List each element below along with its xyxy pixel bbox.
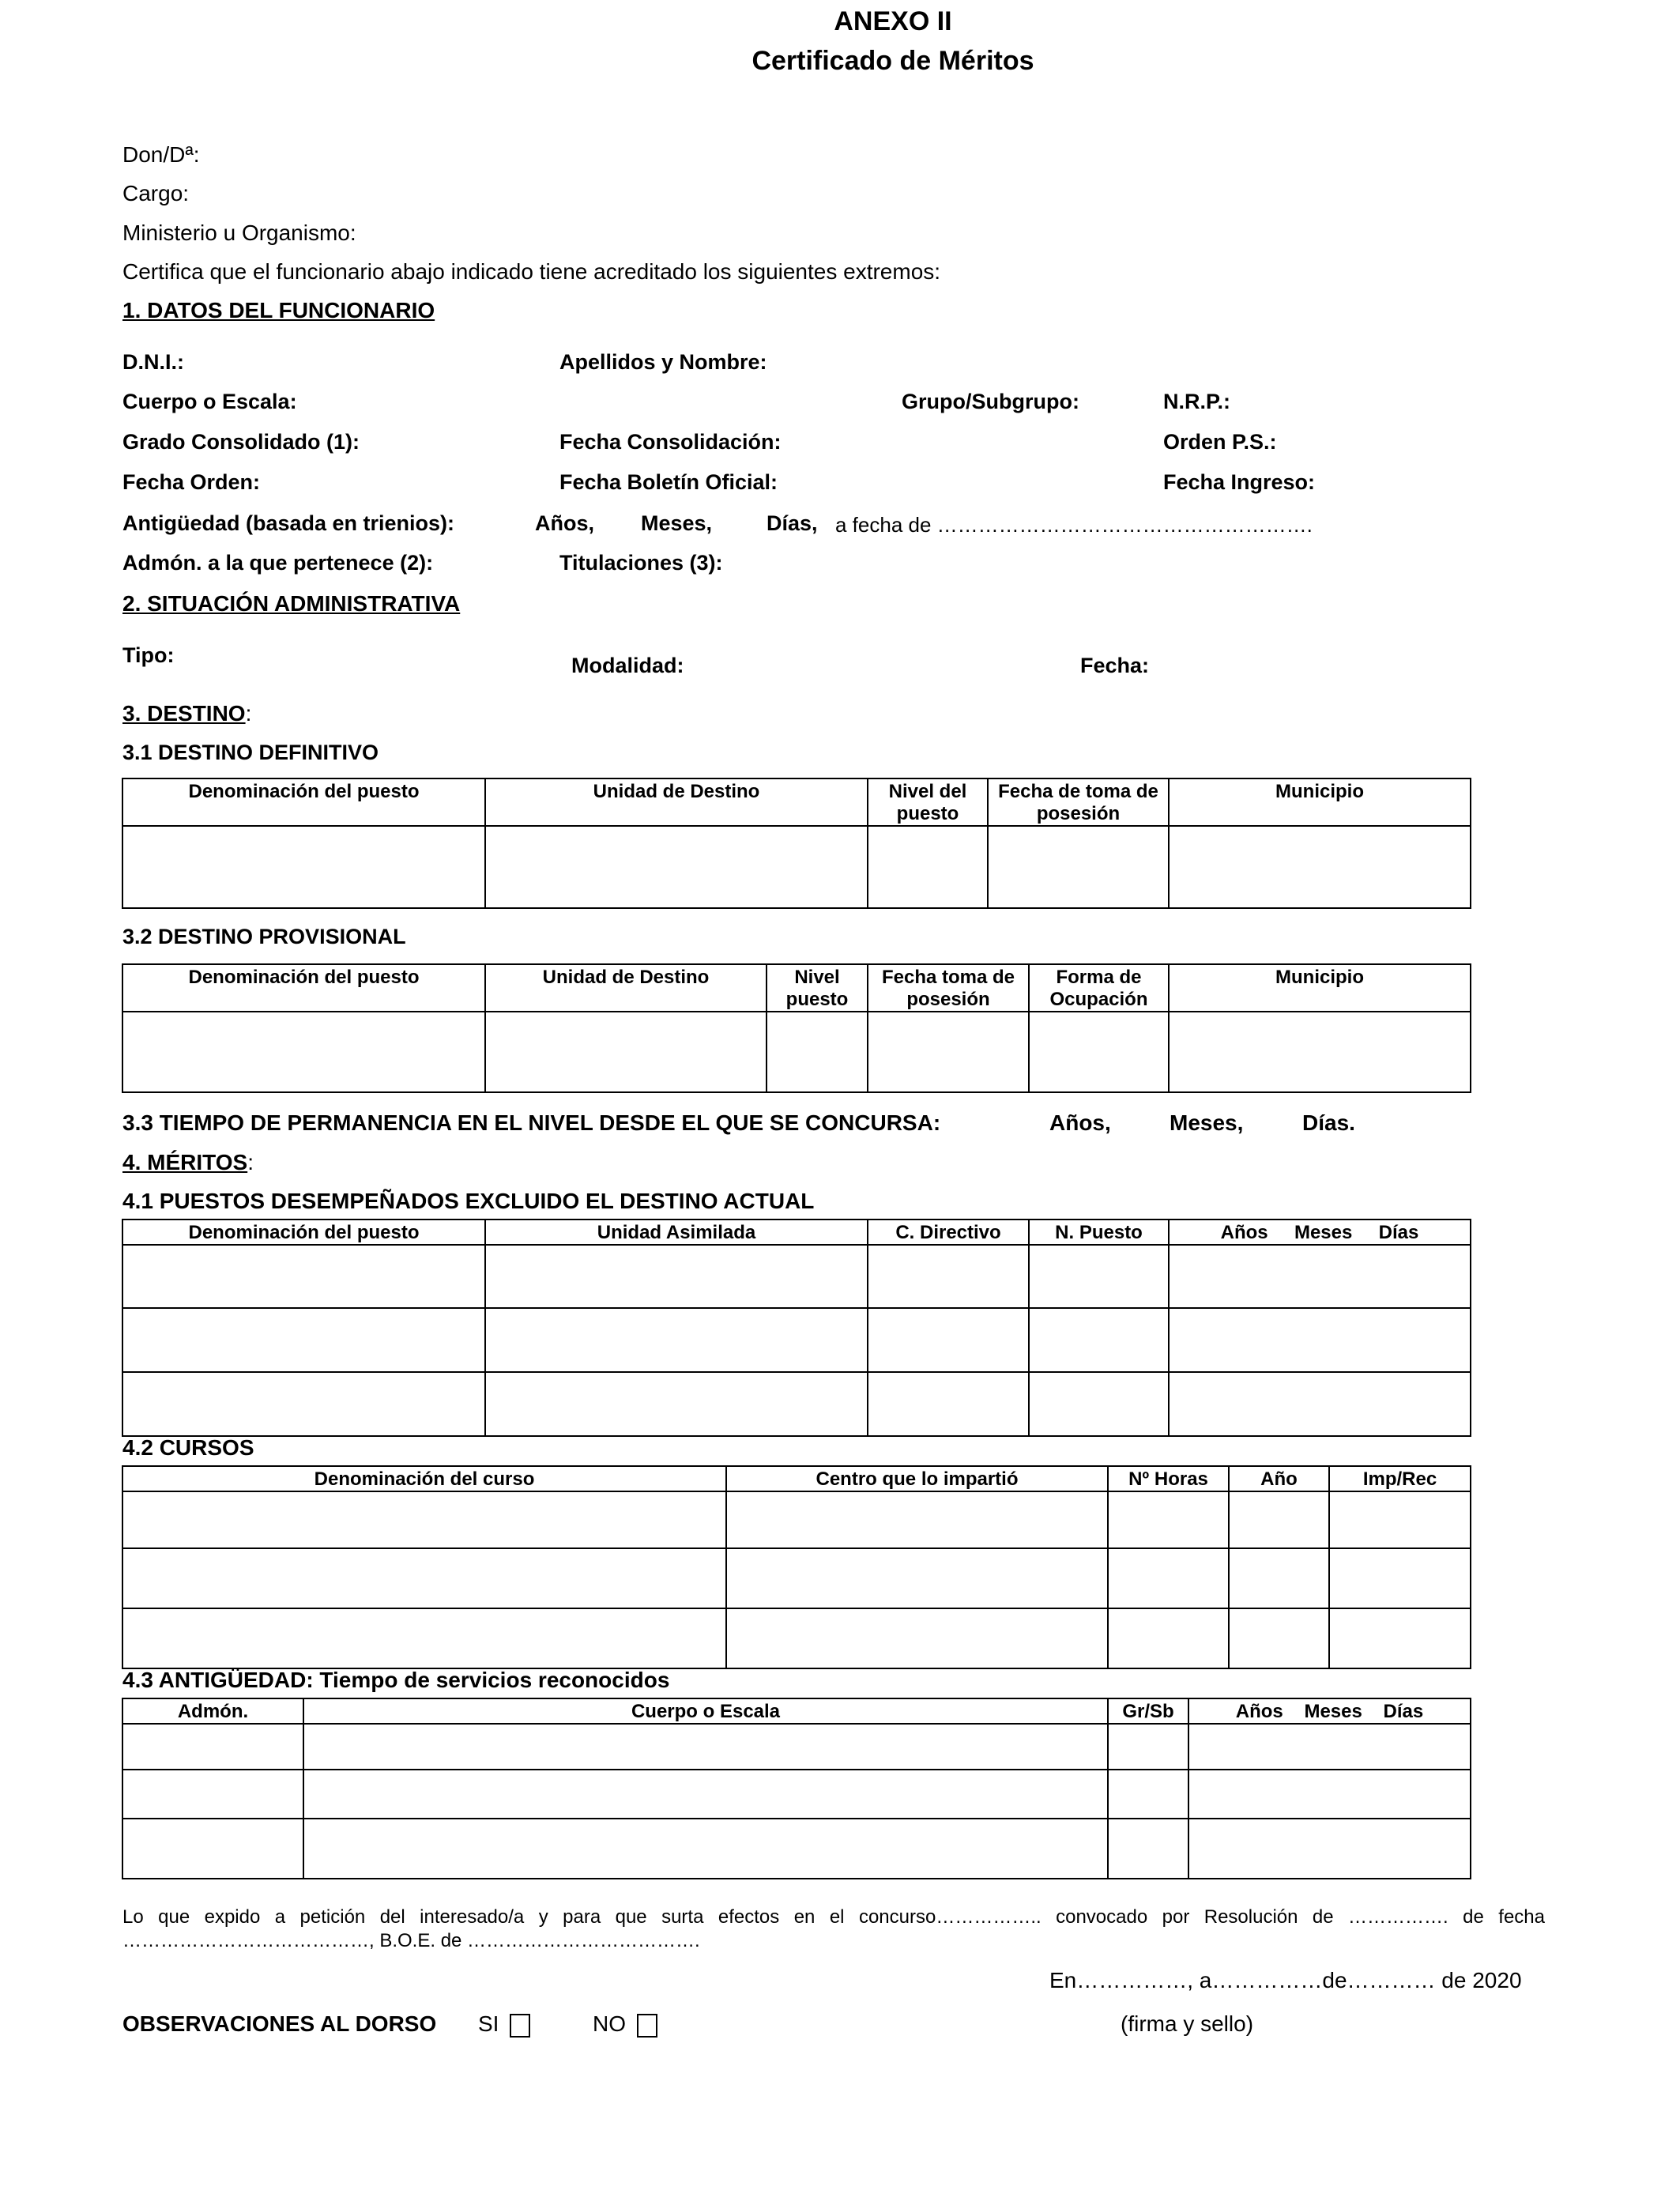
puestos-title: 4.1 PUESTOS DESEMPEÑADOS EXCLUIDO EL DESTINO ACTUAL xyxy=(122,1189,815,1213)
table-cell[interactable] xyxy=(303,1819,1108,1879)
table-header: Centro que lo impartió xyxy=(726,1466,1108,1491)
destino-provisional-table xyxy=(122,963,1471,1093)
table-cell[interactable] xyxy=(1329,1491,1471,1548)
section-4-title: 4. MÉRITOS: xyxy=(122,1150,254,1174)
expido-text-line2: …………………………………, B.O.E. de ………………………………. xyxy=(122,1930,700,1951)
no-option[interactable] xyxy=(593,2011,657,2038)
table-cell[interactable] xyxy=(1169,1012,1471,1092)
table-cell[interactable] xyxy=(868,1012,1029,1092)
table-cell[interactable] xyxy=(1108,1608,1229,1668)
table-header: Años Meses Días xyxy=(1188,1698,1471,1724)
don-label: Don/Dª: xyxy=(122,142,200,167)
fecha-ingreso-label: Fecha Ingreso: xyxy=(1163,470,1316,494)
section-1-title: 1. DATOS DEL FUNCIONARIO xyxy=(122,298,435,322)
table-cell[interactable] xyxy=(1108,1548,1229,1608)
fecha-boletin-label: Fecha Boletín Oficial: xyxy=(559,470,778,494)
fecha-consolidacion-label: Fecha Consolidación: xyxy=(559,430,782,454)
table-cell[interactable] xyxy=(1188,1770,1471,1819)
observaciones-label: OBSERVACIONES AL DORSO xyxy=(122,2011,437,2036)
apellidos-label: Apellidos y Nombre: xyxy=(559,350,767,374)
table-header: C. Directivo xyxy=(868,1220,1029,1245)
modalidad-label: Modalidad: xyxy=(571,654,684,677)
table-header: Años Meses Días xyxy=(1169,1220,1471,1245)
orden-ps-label: Orden P.S.: xyxy=(1163,430,1277,454)
fecha-orden-label: Fecha Orden: xyxy=(122,470,261,494)
ministerio-label: Ministerio u Organismo: xyxy=(122,221,356,245)
table-header: Forma de Ocupación xyxy=(1029,964,1169,1012)
table-header: Denominación del curso xyxy=(122,1466,726,1491)
table-cell[interactable] xyxy=(485,1308,868,1372)
table-cell[interactable] xyxy=(122,1724,303,1770)
titulaciones-label: Titulaciones (3): xyxy=(559,551,723,575)
no-checkbox[interactable] xyxy=(637,2014,657,2038)
table-cell[interactable] xyxy=(1108,1770,1188,1819)
table-cell[interactable] xyxy=(303,1724,1108,1770)
table-header: Municipio xyxy=(1169,778,1471,826)
antiguedad-anos-label: Años, xyxy=(535,511,595,535)
firma-sello-label: (firma y sello) xyxy=(1121,2011,1254,2036)
expido-text-line1: Lo que expido a petición del interesado/a y para que surta efectos en el concurso…………….. convocado por Resolución de ……………. de fecha xyxy=(122,1906,1545,1928)
table-cell[interactable] xyxy=(122,1819,303,1879)
destino-definitivo-title: 3.1 DESTINO DEFINITIVO xyxy=(122,741,379,764)
table-header: Nivel puesto xyxy=(767,964,868,1012)
table-cell[interactable] xyxy=(122,1548,726,1608)
nrp-label: N.R.P.: xyxy=(1163,390,1231,413)
table-cell[interactable] xyxy=(1029,1245,1169,1308)
table-header: Nivel del puesto xyxy=(868,778,988,826)
table-cell[interactable] xyxy=(1108,1724,1188,1770)
permanencia-meses-label: Meses, xyxy=(1170,1110,1244,1135)
table-cell[interactable] xyxy=(1029,1372,1169,1436)
table-cell[interactable] xyxy=(1169,826,1471,908)
table-header: Imp/Rec xyxy=(1329,1466,1471,1491)
table-header: N. Puesto xyxy=(1029,1220,1169,1245)
permanencia-anos-label: Años, xyxy=(1049,1110,1111,1135)
grado-label: Grado Consolidado (1): xyxy=(122,430,360,454)
dni-label: D.N.I.: xyxy=(122,350,184,374)
cursos-title: 4.2 CURSOS xyxy=(122,1435,254,1460)
permanencia-title: 3.3 TIEMPO DE PERMANENCIA EN EL NIVEL DESDE EL QUE SE CONCURSA: xyxy=(122,1110,941,1135)
no-label: NO xyxy=(593,2011,626,2036)
a-fecha-de-text: a fecha de ………………………………………………. xyxy=(835,513,1313,537)
table-cell[interactable] xyxy=(1029,1012,1169,1092)
page-title: Certificado de Méritos xyxy=(751,46,1034,76)
grupo-label: Grupo/Subgrupo: xyxy=(902,390,1079,413)
admon-label: Admón. a la que pertenece (2): xyxy=(122,551,434,575)
table-cell[interactable] xyxy=(767,1012,868,1092)
destino-provisional-title: 3.2 DESTINO PROVISIONAL xyxy=(122,925,406,948)
table-cell[interactable] xyxy=(1169,1308,1471,1372)
table-header: Unidad Asimilada xyxy=(485,1220,868,1245)
permanencia-dias-label: Días. xyxy=(1302,1110,1355,1135)
table-cell[interactable] xyxy=(485,1372,868,1436)
section-3-title: 3. DESTINO: xyxy=(122,701,252,726)
table-header: Unidad de Destino xyxy=(485,778,868,826)
table-cell[interactable] xyxy=(1108,1491,1229,1548)
table-cell[interactable] xyxy=(122,1770,303,1819)
table-cell[interactable] xyxy=(726,1608,1108,1668)
table-cell[interactable] xyxy=(726,1491,1108,1548)
table-cell[interactable] xyxy=(485,1012,767,1092)
table-cell[interactable] xyxy=(1188,1724,1471,1770)
table-cell[interactable] xyxy=(1329,1608,1471,1668)
table-cell[interactable] xyxy=(868,826,988,908)
fecha-label: Fecha: xyxy=(1080,654,1150,677)
table-header: Fecha toma de posesión xyxy=(868,964,1029,1012)
table-cell[interactable] xyxy=(868,1372,1029,1436)
certifica-text: Certifica que el funcionario abajo indicado tiene acreditado los siguientes extremos: xyxy=(122,259,941,284)
table-cell[interactable] xyxy=(122,826,485,908)
tipo-label: Tipo: xyxy=(122,643,175,667)
antiguedad-meses-label: Meses, xyxy=(641,511,713,535)
antiguedad-label: Antigüedad (basada en trienios): xyxy=(122,511,455,535)
table-header: Cuerpo o Escala xyxy=(303,1698,1108,1724)
table-header: Unidad de Destino xyxy=(485,964,767,1012)
cargo-label: Cargo: xyxy=(122,181,190,205)
table-cell[interactable] xyxy=(122,1608,726,1668)
table-cell[interactable] xyxy=(122,1308,485,1372)
antiguedad-table xyxy=(122,1698,1471,1879)
cuerpo-label: Cuerpo o Escala: xyxy=(122,390,297,413)
table-cell[interactable] xyxy=(1188,1819,1471,1879)
table-header: Nº Horas xyxy=(1108,1466,1229,1491)
table-cell[interactable] xyxy=(1229,1608,1329,1668)
table-cell[interactable] xyxy=(868,1308,1029,1372)
table-cell[interactable] xyxy=(303,1770,1108,1819)
section-2-title: 2. SITUACIÓN ADMINISTRATIVA xyxy=(122,591,461,616)
table-header: Año xyxy=(1229,1466,1329,1491)
place-date-line: En……………, a……………de………… de 2020 xyxy=(1049,1968,1522,1992)
table-cell[interactable] xyxy=(1169,1245,1471,1308)
table-cell[interactable] xyxy=(1108,1819,1188,1879)
table-header: Denominación del puesto xyxy=(122,778,485,826)
table-header: Denominación del puesto xyxy=(122,1220,485,1245)
table-cell[interactable] xyxy=(1229,1491,1329,1548)
table-cell[interactable] xyxy=(122,1372,485,1436)
annex-title: ANEXO II xyxy=(834,6,952,36)
table-cell[interactable] xyxy=(122,1012,485,1092)
table-cell[interactable] xyxy=(726,1548,1108,1608)
table-cell[interactable] xyxy=(1029,1308,1169,1372)
table-cell[interactable] xyxy=(122,1491,726,1548)
antiguedad-dias-label: Días, xyxy=(767,511,818,535)
antiguedad-title: 4.3 ANTIGÜEDAD: Tiempo de servicios reconocidos xyxy=(122,1668,670,1692)
table-cell[interactable] xyxy=(485,1245,868,1308)
table-cell[interactable] xyxy=(988,826,1169,908)
si-checkbox[interactable] xyxy=(510,2014,530,2038)
table-cell[interactable] xyxy=(1169,1372,1471,1436)
table-header: Municipio xyxy=(1169,964,1471,1012)
table-cell[interactable] xyxy=(868,1245,1029,1308)
table-header: Admón. xyxy=(122,1698,303,1724)
destino-definitivo-table xyxy=(122,778,1471,909)
cursos-table xyxy=(122,1465,1471,1669)
table-cell[interactable] xyxy=(1229,1548,1329,1608)
puestos-table xyxy=(122,1219,1471,1437)
table-cell[interactable] xyxy=(122,1245,485,1308)
table-header: Fecha de toma de posesión xyxy=(988,778,1169,826)
table-cell[interactable] xyxy=(1329,1548,1471,1608)
table-header: Gr/Sb xyxy=(1108,1698,1188,1724)
table-header: Denominación del puesto xyxy=(122,964,485,1012)
si-label: SI xyxy=(478,2011,499,2036)
table-cell[interactable] xyxy=(485,826,868,908)
si-option[interactable] xyxy=(478,2011,530,2038)
